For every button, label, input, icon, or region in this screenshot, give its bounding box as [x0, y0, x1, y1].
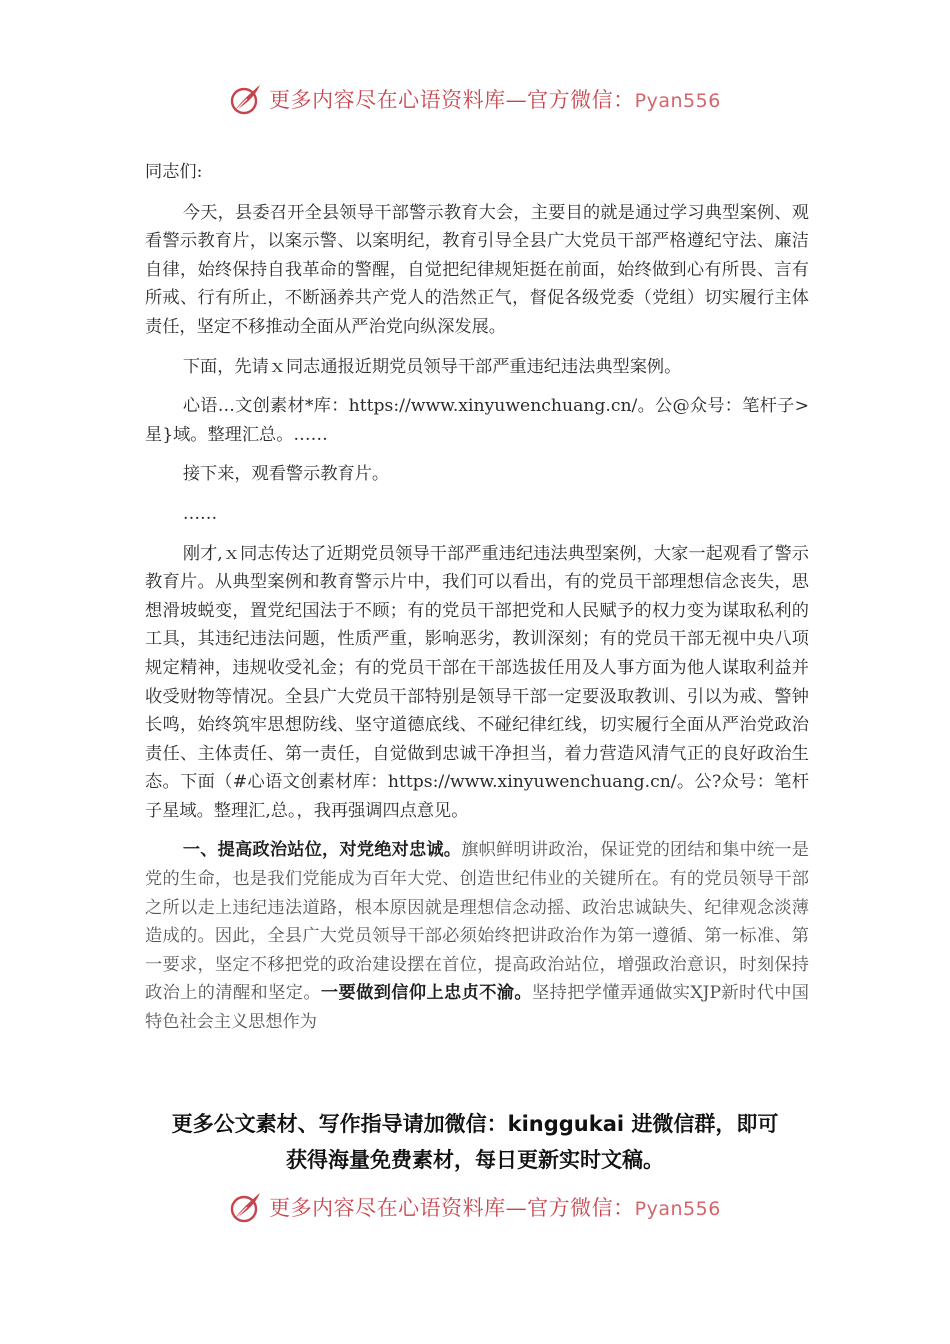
footer-banner-title [269, 1192, 721, 1222]
paragraph-source-note: 心语…文创素材*库：https://www.xinyuwenchuang.cn/。公@众号：笔杆子>星}域。整理汇总。…… [145, 396, 809, 445]
banner-title [269, 84, 721, 114]
quill-pen-logo-icon [229, 1190, 263, 1224]
paragraph-point-one [145, 836, 809, 1036]
paragraph-video: 接下来，观看警示教育片。 [182, 464, 390, 485]
banner-wechat-id: Pyan556 [634, 90, 721, 112]
banner-text: 更多内容尽在心语资料库—官方微信： [269, 88, 635, 112]
section-body-one: 旗帜鲜明讲政治，保证党的团结和集中统一是党的生命，也是我们党能成为百年大党、创造世纪伟业的关键所在。有的党员领导干部之所以走上违纪违法道路，根本原因就是理想信念动摇、政治忠诚缺失、纪律观念淡薄造成的。因此，全县广大党员领导干部必须始终把讲政治作为第一遵循、第一标准、第一要求，坚定不移把党的政治建设摆在首位，提高政治站位，增强政治意识，时刻保持政治上的清醒和坚定。 [145, 840, 809, 1004]
section-heading-one: 一、提高政治站位，对党绝对忠诚。 [182, 840, 462, 861]
paragraph-reflection: 刚才,ｘ同志传达了近期党员领导干部严重违纪违法典型案例，大家一起观看了警示教育片。从典型案例和教育警示片中，我们可以看出，有的党员干部理想信念丧失，思想滑坡蜕变，置党纪国法于不顾；有的党员干部把党和人民赋予的权力变为谋取私利的工具，其违纪违法问题，性质严重，影响恶劣，教训深刻；有的党员干部无视中央八项规定精神，违规收受礼金；有的党员干部在干部选拔任用及人事方面为他人谋取利益并收受财物等情况。全县广大党员干部特别是领导干部一定要汲取教训、引以为戒、警钟长鸣，始终筑牢思想防线、坚守道德底线、不碰纪律红线，切实履行全面从严治党政治责任、主体责任、第一责任，自觉做到忠诚干净担当，着力营造风清气正的良好政治生态。下面（#心语文创素材库：https://www.xinyuwenchuang.cn/。公?众号：笔杆子星域。整理汇,总。，我再强调四点意见。 [145, 543, 809, 821]
footer-banner [0, 1190, 950, 1224]
document-body [145, 158, 809, 1048]
promo-line-2: 获得海量免费素材，每日更新实时文稿。 [286, 1148, 664, 1172]
footer-banner-text: 更多内容尽在心语资料库—官方微信： [269, 1196, 635, 1220]
header-banner [0, 82, 950, 116]
paragraph-case-report: 下面，先请ｘ同志通报近期党员领导干部严重违纪违法典型案例。 [182, 356, 682, 377]
footer-banner-wechat-id: Pyan556 [634, 1198, 721, 1220]
section-body-tail: 坚持把学懂弄通做实XJP新时代中国特色社会主义思想作为 [145, 983, 809, 1033]
salutation: 同志们: [145, 162, 203, 182]
promo-notice [100, 1106, 850, 1178]
paragraph-intro: 今天，县委召开全县领导干部警示教育大会，主要目的就是通过学习典型案例、观看警示教育片，以案示警、以案明纪，教育引导全县广大党员干部严格遵纪守法、廉洁自律，始终保持自我革命的警醒，自觉把纪律规矩挺在前面，始终做到心有所畏、言有所戒、行有所止，不断涵养共产党人的浩然正气，督促各级党委（党组）切实履行主体责任，坚定不移推动全面从严治党向纵深发展。 [145, 202, 809, 337]
sub-heading-faith: 一要做到信仰上忠贞不渝。 [320, 983, 533, 1004]
promo-line-1: 更多公文素材、写作指导请加微信：kinggukai 进微信群，即可 [171, 1112, 779, 1136]
quill-pen-logo-icon [229, 82, 263, 116]
paragraph-ellipsis: …… [182, 503, 218, 524]
